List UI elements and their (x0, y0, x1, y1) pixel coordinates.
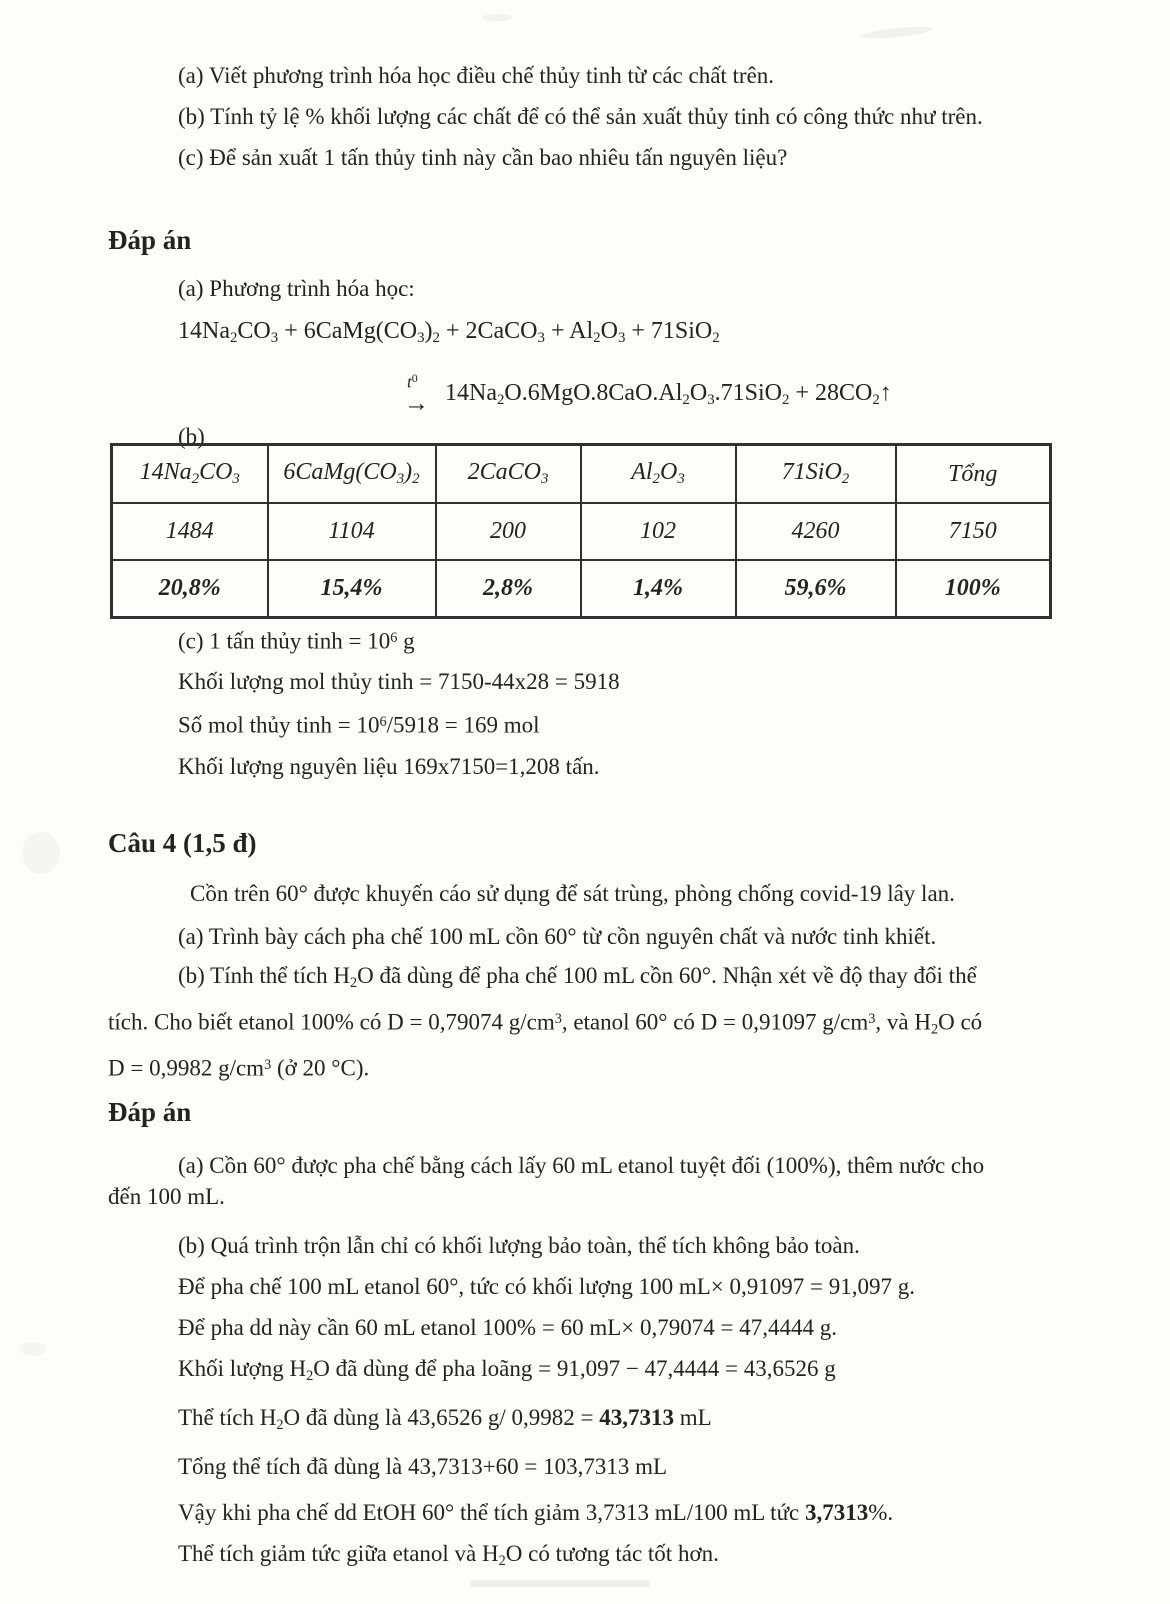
answer-line: Để pha chế 100 mL etanol 60°, tức có khối lượng 100 mL× 0,91097 = 91,097 g. (178, 1274, 915, 1299)
percent-cell: 2,8% (436, 560, 581, 618)
equation-products-line (108, 370, 1063, 415)
answer-line: Vậy khi pha chế dd EtOH 60° thể tích giảm 3,7313 mL/100 mL tức 3,7313%. (178, 1499, 894, 1525)
temperature-condition: $t^0$ (407, 371, 418, 392)
question-3-sub-questions (108, 55, 1063, 178)
question-line-b: (b) Tính tỷ lệ % khối lượng các chất để có thể sản xuất thủy tinh có công thức như trên. (178, 104, 983, 129)
question-4-part-b-cont: D = 0,9982 $g/cm^3$ (ở 20 °C). (108, 1055, 370, 1081)
answer-line: Khối lượng H2O đã dùng để pha loãng = 91,097 − 47,4444 = 43,6526 g (178, 1356, 836, 1384)
mass-table-wrapper (110, 443, 1065, 619)
mass-cell: 200 (436, 503, 581, 560)
mass-cell: 4260 (736, 503, 896, 560)
answer-b-label: (b) (178, 423, 205, 449)
percent-cell: 15,4% (268, 560, 436, 618)
table-header-cell: 6CaMg(CO3)2 (268, 445, 436, 504)
reaction-arrow (404, 370, 429, 415)
table-percent-row (112, 560, 1051, 618)
answer-2-heading (108, 1096, 1063, 1128)
mass-cell: 1104 (268, 503, 436, 560)
equation-products: 14Na2O.6MgO.8CaO.Al2O3.71SiO2 + 28CO2↑ (445, 380, 892, 409)
answer-1-heading (108, 224, 1063, 256)
scan-artifact (22, 832, 60, 874)
mass-cell: 102 (581, 503, 736, 560)
calc-line: Khối lượng nguyên liệu 169x7150=1,208 tấn. (178, 753, 600, 779)
question-4-part-b-cont: tích. Cho biết etanol 100% có D = 0,79074 $g/cm^3$, etanol 60° có D = 0,91097 $g/cm^3$, và H2O có (108, 1009, 983, 1038)
answer-line-cont: đến 100 mL. (108, 1184, 225, 1209)
scan-artifact (482, 14, 512, 21)
answer-1-part-a (108, 268, 1063, 456)
percent-cell: 1,4% (581, 560, 736, 618)
percent-cell: 20,8% (112, 560, 268, 618)
mass-cell: 1484 (112, 503, 268, 560)
table-header-cell: Al2O3 (581, 445, 736, 504)
question-4-heading (108, 827, 1063, 859)
scan-artifact (20, 1342, 46, 1356)
question-line-c: (c) Để sản xuất 1 tấn thủy tinh này cần bao nhiêu tấn nguyên liệu? (178, 145, 788, 170)
question-4-intro: Cồn trên 60° được khuyến cáo sử dụng để sát trùng, phòng chống covid-19 lây lan. (190, 881, 955, 906)
question-4-body (108, 872, 1063, 1087)
table-header-cell: 2CaCO3 (436, 445, 581, 504)
table-header-cell: Tổng (896, 445, 1051, 504)
question-4-part-b: (b) Tính thể tích H2O đã dùng để pha chế 100 mL cồn 60°. Nhận xét về độ thay đổi thể (178, 963, 977, 991)
table-header-row (112, 445, 1051, 504)
answer-a-label: (a) Phương trình hóa học: (178, 276, 415, 301)
answer-line: (a) Cồn 60° được pha chế bằng cách lấy 60 mL etanol tuyệt đối (100%), thêm nước cho (178, 1153, 985, 1178)
equation-reactants: 14Na2CO3 + 6CaMg(CO3)2 + 2CaCO3 + Al2O3 + 71SiO2 (178, 318, 720, 347)
table-header-cell: 71SiO2 (736, 445, 896, 504)
answer-line: Thể tích giảm tức giữa etanol và H2O có tương tác tốt hơn. (178, 1540, 719, 1569)
question-line-a: (a) Viết phương trình hóa học điều chế thủy tinh từ các chất trên. (178, 63, 775, 88)
calc-line: Khối lượng mol thủy tinh = 7150-44x28 = 5918 (178, 669, 620, 695)
scan-artifact (862, 24, 933, 40)
section-heading: Đáp án (108, 1097, 192, 1127)
answer-line: Thể tích H2O đã dùng là 43,6526 g/ 0,9982 = 43,7313 mL (178, 1404, 712, 1433)
calc-line: Số mol thủy tinh = $10^6/5918 = 169$ mol (178, 712, 540, 738)
answer-2-body (108, 1150, 1063, 1582)
calc-line: (c) 1 tấn thủy tinh = $10^6$ g (178, 628, 415, 654)
answer-1-part-c (108, 618, 1063, 787)
mass-percentage-table (110, 443, 1052, 619)
answer-line: (b) Quá trình trộn lẫn chỉ có khối lượng bảo toàn, thể tích không bảo toàn. (178, 1233, 860, 1258)
percent-cell: 100% (896, 560, 1051, 618)
table-mass-row (112, 503, 1051, 560)
percent-cell: 59,6% (736, 560, 896, 618)
table-header-cell: 14Na2CO3 (112, 445, 268, 504)
section-heading: Đáp án (108, 225, 192, 255)
question-4-part-a: (a) Trình bày cách pha chế 100 mL cồn 60° từ cồn nguyên chất và nước tinh khiết. (178, 924, 937, 949)
answer-line: Để pha dd này cần 60 mL etanol 100% = 60 mL× 0,79074 = 47,4444 g. (178, 1315, 837, 1340)
answer-line: Tổng thể tích đã dùng là 43,7313+60 = 103,7313 mL (178, 1453, 668, 1479)
arrow-icon: → (404, 389, 429, 417)
mass-cell: 7150 (896, 503, 1051, 560)
section-heading: Câu 4 (1,5 đ) (108, 828, 257, 858)
